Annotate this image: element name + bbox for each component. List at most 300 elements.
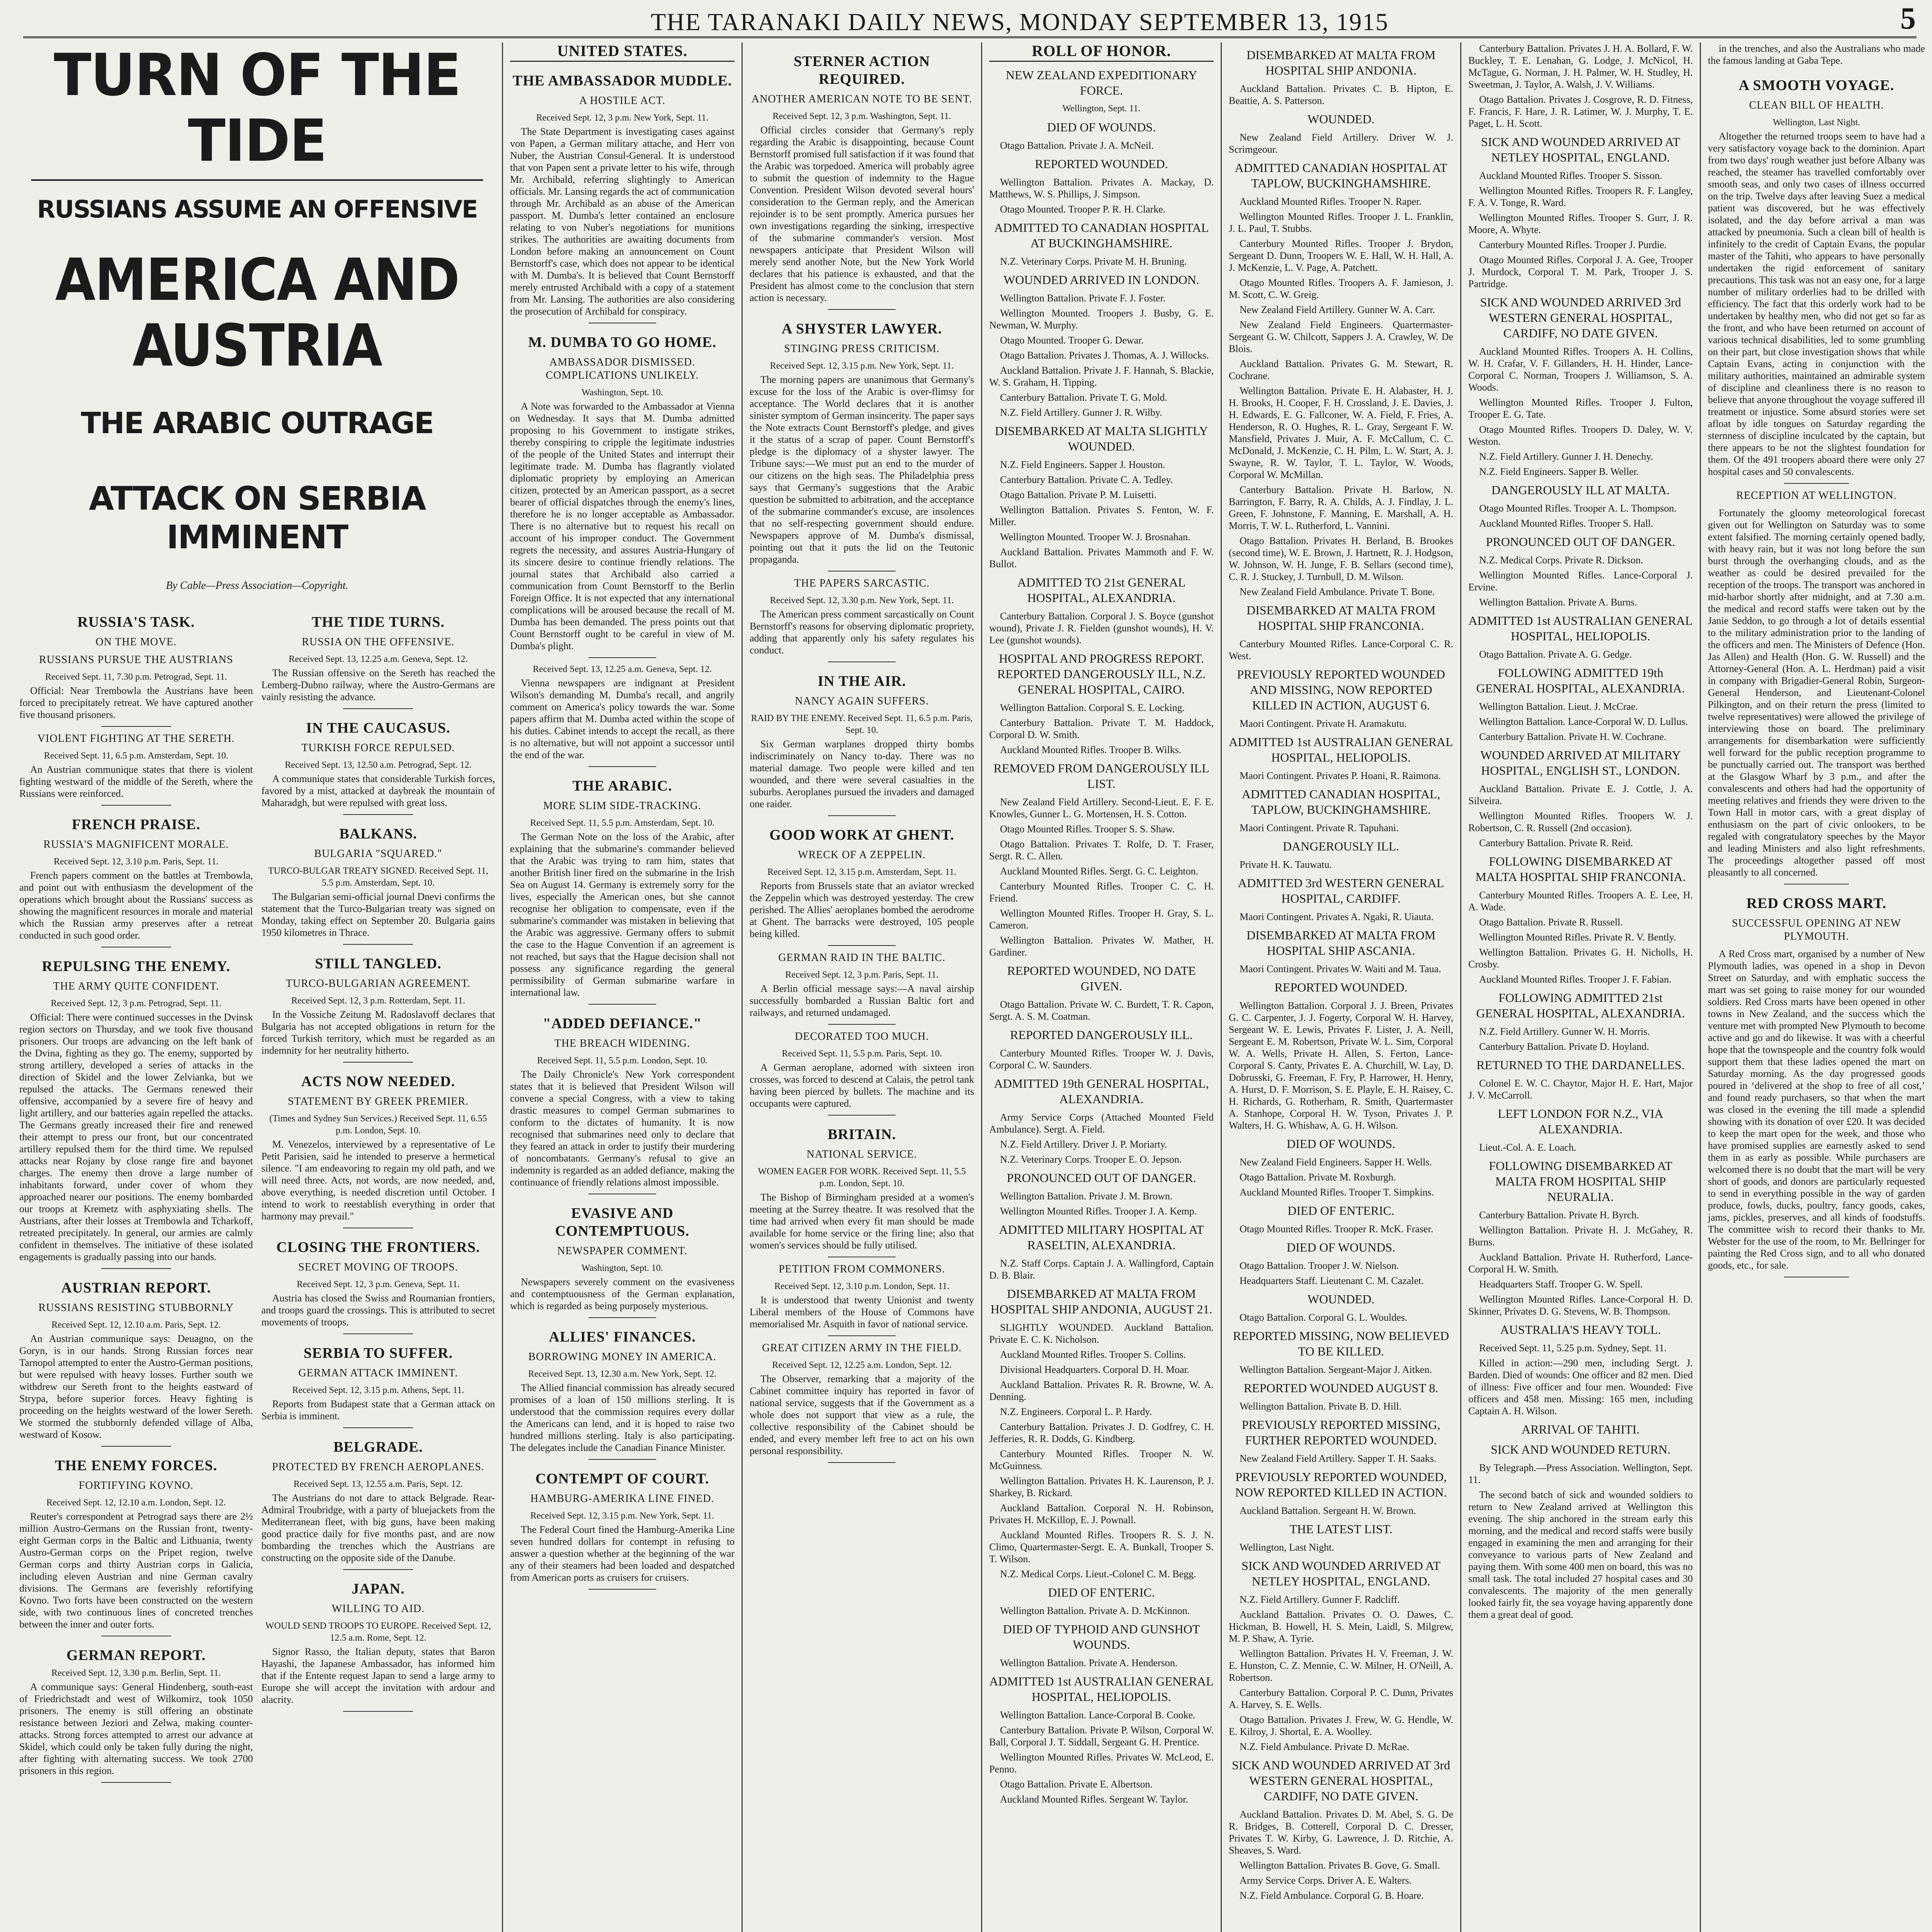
article-dateline: Received Sept. 12, 3.15 p.m. Amsterdam, Sept. 11. xyxy=(767,867,957,877)
casualty-entry: Wellington Battalion. Privates A. Mackay, D. Matthews, W. S. Phillips, J. Simpson. xyxy=(989,177,1214,200)
casualty-entry: Killed in action:—290 men, including Sergt. J. Barden. Died of wounds: One officer and 82 men. Died of illness: Five officer and four men. Wounded: Five officers and 458 men. Missing: 165 men, including Captain A. H. Wilson. xyxy=(1468,1357,1693,1417)
article-subheading: STINGING PRESS CRITICISM. xyxy=(784,343,940,355)
casualty-entry: N.Z. Field Engineers. Sapper J. Houston. xyxy=(1000,459,1165,470)
article-subheading: GERMAN ATTACK IMMINENT. xyxy=(298,1367,458,1379)
casualty-entry: Canterbury Mounted Rifles. Troopers A. E. Lee, H. A. Wade. xyxy=(1468,889,1693,913)
casualty-entry: Canterbury Battalion. Private T. M. Haddock, Corporal D. W. Smith. xyxy=(989,717,1214,740)
casualty-list-heading: REPORTED WOUNDED AUGUST 8. xyxy=(1243,1381,1439,1395)
casualty-entry: Canterbury Battalion. Private P. Wilson, Corporal W. Ball, Corporal J. T. Siddall, Sergeant G. H. Prentice. xyxy=(989,1725,1214,1748)
article-subheading: ANOTHER AMERICAN NOTE TO BE SENT. xyxy=(751,93,973,105)
casualty-entry: Wellington Battalion. Private J. M. Brown. xyxy=(1000,1190,1173,1202)
casualty-entry: Wellington Mounted Rifles. Lance-Corporal H. D. Skinner, Privates D. G. Stevens, W. B. Thompson. xyxy=(1468,1294,1693,1317)
article-subheading: BORROWING MONEY IN AMERICA. xyxy=(528,1351,716,1363)
byline: By Cable—Press Association—Copyright. xyxy=(166,580,349,592)
divider xyxy=(588,1317,656,1318)
column-5 xyxy=(1222,43,1461,1932)
article-body: A Note was forwarded to the Ambassador at Vienna on Wednesday. It says that M. Dumba admitted proposing to his Government to instigate strikes, thereby conspiring to cripple the legitimate industries of the people of the United States and interrupt their legitimate trade. M. Dumba has flagrantly violated diplomatic propriety by employing an American citizen, protected by an American passport, as a secret bearer of official dispatches through the enemy's lines, therefore he is no longer acceptable as Ambassador. There is no alternative but to request his recall on account of his improper conduct. The Government regrets the necessity, and assures Austria-Hungary of its sincere desire to continue friendly relations. The journal states that Archibald also carried a communication from Count Bernstorff to the Berlin Foreign Office. It is not expected that any international complications will be aroused because the recall of M. Dumba has been demanded. The press points out that Count Bernstorff ought to be careful in view of M. Dumba's plight. xyxy=(510,401,735,651)
casualty-entry: Headquarters Staff. Trooper G. W. Spell. xyxy=(1479,1279,1643,1290)
article-dateline: Received Sept. 12, 3 p.m. New York, Sept. 11. xyxy=(536,113,709,123)
article-body: It is understood that twenty Unionist and twenty Liberal members of the House of Commons have memorialised Mr. Asquith in favor of national service. xyxy=(750,1294,974,1330)
article-body: The Federal Court fined the Hamburg-Amerika Line seven hundred dollars for contempt in refusing to answer a question whether at the beginning of the war any of their steamers had been loaded and despatched from American ports as cruisers for cruisers. xyxy=(510,1524,735,1583)
article-subheading: GERMAN RAID IN THE BALTIC. xyxy=(778,952,946,964)
divider xyxy=(828,1115,895,1116)
divider xyxy=(101,1268,171,1269)
article-heading: SERBIA TO SUFFER. xyxy=(303,1345,453,1361)
article-subheading: STATEMENT BY GREEK PREMIER. xyxy=(287,1095,469,1107)
casualty-entry: Wellington Battalion. Privates W. Mather, H. Gardiner. xyxy=(989,935,1214,958)
article-dateline: Wellington, Last Night. xyxy=(1772,117,1861,128)
divider xyxy=(828,945,895,946)
casualty-entry: Wellington Battalion. Sergeant-Major J. Aitken. xyxy=(1240,1364,1432,1375)
article-body: Newspapers severely comment on the evasiveness and contemptuousness of the German explanation, which is regarded as being purposely mysterious. xyxy=(510,1276,735,1311)
article-body: A Berlin official message says:—A naval airship successfully bombarded a Russian Baltic fort and railways, and returned undamaged. xyxy=(750,983,974,1018)
casualty-list-heading: DISEMBARKED AT MALTA FROM HOSPITAL SHIP FRANCONIA. xyxy=(1246,603,1436,633)
column-3-body xyxy=(750,53,974,1463)
casualty-entry: Auckland Mounted Rifles. Sergeant W. Taylor. xyxy=(1000,1794,1188,1805)
article-dateline: Received Sept. 12, 12.10 a.m. London, Sept. 12. xyxy=(46,1498,226,1508)
column-5-body xyxy=(1229,47,1453,1901)
casualty-entry: Wellington Battalion. Lieut. J. McCrae. xyxy=(1479,701,1638,712)
article-dateline: RAID BY THE ENEMY. Received Sept. 11, 6.5 p.m. Paris, Sept. 10. xyxy=(751,713,973,735)
article-body: An Austrian communique says: Deuagno, on the Goryn, is in our hands. Strong Russian forces near Tarnopol attempted to enter the Austro-German positions, but were repulsed with heavy losses. Further south we withdrew our Sereth front to the heights eastward of Strypa, before superior forces. Heavy fighting is proceeding on the heights westward of the lower Sereth. We stormed the stubbornly defended village of Alba, westward of Kosow. xyxy=(19,1333,253,1440)
casualty-list-heading: DIED OF WOUNDS. xyxy=(1047,120,1156,134)
casualty-list-heading: DIED OF WOUNDS. xyxy=(1286,1240,1396,1254)
casualty-entry: Wellington Battalion. Private A. Burns. xyxy=(1479,597,1637,608)
casualty-entry: N.Z. Field Ambulance. Corporal G. B. Hoare. xyxy=(1240,1890,1424,1901)
casualty-entry: Wellington Battalion. Privates B. Gove, G. Small. xyxy=(1240,1860,1440,1871)
casualty-list-heading: DANGEROUSLY ILL. xyxy=(1282,839,1400,853)
casualty-entry: Wellington Battalion. Privates G. H. Nicholls, H. Crosby. xyxy=(1468,947,1693,970)
casualty-list-heading: REPORTED DANGEROUSLY ILL. xyxy=(1010,1028,1193,1042)
divider xyxy=(343,1711,413,1712)
article-dateline: Received Sept. 12, 3.15 p.m. Athens, Sept. 11. xyxy=(292,1385,464,1395)
column-2-body xyxy=(510,72,735,1590)
column-4-body xyxy=(989,119,1214,1805)
article-subheading: GREAT CITIZEN ARMY IN THE FIELD. xyxy=(762,1342,962,1354)
columns xyxy=(15,43,1932,1932)
casualty-entry: By Telegraph.—Press Association. Wellington, Sept. 11. xyxy=(1468,1462,1693,1485)
casualty-entry: N.Z. Medical Corps. Private R. Dickson. xyxy=(1479,554,1643,566)
article-dateline: Received Sept. 12, 3.10 p.m. London, Sept. 11. xyxy=(774,1281,950,1291)
casualty-entry: Wellington Mounted Rifles. Trooper S. Gurr, J. R. Moore, A. Whyte. xyxy=(1468,212,1693,235)
casualty-entry: Canterbury Battalion. Private T. G. Mold. xyxy=(1000,392,1168,403)
casualty-entry: Otago Battalion. Private E. Albertson. xyxy=(1000,1779,1153,1790)
article-dateline: TURCO-BULGAR TREATY SIGNED. Received Sept. 11, 5.5 p.m. Amsterdam, Sept. 10. xyxy=(268,866,488,888)
article-dateline: Received Sept. 12, 3 p.m. Petrograd, Sept. 11. xyxy=(51,998,222,1009)
casualty-entry: Canterbury Battalion. Private H. Barlow, N. Barrington, F. Barry, R. A. Childs, A. J. Findlay, J. L. Green, F. Johnstone, F. Manning, E. Marshall, A. H. Morris, T. W. L. Rutherford, L. Vannini. xyxy=(1229,484,1453,531)
divider xyxy=(828,1024,895,1025)
casualty-entry: Otago Battalion. Private J. A. McNeil. xyxy=(1000,140,1154,151)
article-dateline: Received Sept. 13, 12.55 a.m. Paris, Sept. 12. xyxy=(293,1479,463,1489)
casualty-list-heading: RETURNED TO THE DARDANELLES. xyxy=(1476,1058,1685,1072)
casualty-list-heading: DIED OF ENTERIC. xyxy=(1287,1204,1395,1218)
casualty-entry: N.Z. Field Artillery. Gunner W. H. Morris. xyxy=(1479,1026,1650,1037)
casualty-entry: New Zealand Field Artillery. Driver W. J. Scrimgeour. xyxy=(1229,132,1453,155)
article-heading: EVASIVE AND CONTEMPTUOUS. xyxy=(555,1205,690,1239)
casualty-entry: Canterbury Battalion. Private H. Byrch. xyxy=(1479,1209,1639,1221)
article-heading: CONTEMPT OF COURT. xyxy=(535,1471,709,1487)
article-subheading: THE PAPERS SARCASTIC. xyxy=(794,577,930,589)
article-body: Altogether the returned troops seem to have had a very satisfactory voyage back to the dominion. Apart from two days' rough weather just before Albany was reached, the steamer has travelled comfortably over smooth seas, and only two cases of illness occurred on the trip. Twelve days after leaving Suez a medical patient was discovered, but he was effectively isolated, and the day before arrival a man was attacked by pneumonia. Such a clean bill of health is infinitely to the credit of Captain Evans, the popular master of the Tahiti, who appears to have personally undertaken the rigid enforcement of sanitary precautions. This task was not an easy one, for a large number of military orderlies had to be drilled with efficiency. The fact that this orderly work had to be undertaken by healthy men, who did not get so far as the front, and who have been returned on account of various technical disabilities, led to some grumbling on their part, but close investigation shows that while Captain Evans, acting in conjunction with the military authorities, maintained an admirable system of discipline and cleanliness there is no reason to believe that anyone throughout the voyage suffered ill treatment or injustice. Some absurd stories were set afloat by idle tongues on Saturday regarding the sternness of discipline inculcated by the captain, but there appears to be not the slightest foundation for them. Of the 491 troopers aboard there were only 27 hospital cases and 50 convalescents. xyxy=(1708,131,1925,477)
casualty-entry: Auckland Battalion. Sergeant H. W. Brown. xyxy=(1240,1505,1416,1516)
casualty-list-heading: THE LATEST LIST. xyxy=(1289,1522,1393,1536)
casualty-entry: N.Z. Field Engineers. Sapper B. Weller. xyxy=(1479,466,1639,477)
casualty-entry: Maori Contingent. Privates P. Hoani, R. Raimona. xyxy=(1240,770,1441,781)
casualty-entry: Canterbury Mounted Rifles. Trooper J. Brydon, Sergeant D. Dunn, Troopers W. E. Hall, W. H. Hall, A. J. McKenzie, L. V. Page, A. Patchett. xyxy=(1229,238,1453,273)
article-dateline: Received Sept. 11, 5.5 p.m. London, Sept. 10. xyxy=(537,1056,708,1066)
casualty-list-heading: ADMITTED 3rd WESTERN GENERAL HOSPITAL, CARDIFF. xyxy=(1238,876,1444,905)
casualty-list-heading: WOUNDED ARRIVED IN LONDON. xyxy=(1003,273,1199,287)
masthead xyxy=(23,4,1917,38)
article-body: The morning papers are unanimous that Germany's excuse for the loss of the Arabic is over-flimsy for acceptance. The World declares that it is another sinister symptom of German insincerity. The paper says the Note extracts Count Bernstorff's pledge, and gives it the status of a scrap of paper. Count Bernstorff's pledge is the diplomacy of a shyster lawyer. The Tribune says:—We must put an end to the murder of our citizens on the high seas. The Philadelphia press says that Germany's suggestions that the Arabic question be submitted to arbitration, and the acceptance of the submarine commander's excuse, are insolences that no self-respecting government should endure. Newspapers approve of M. Dumba's dismissal, pointing out that it puts the lid on the Teutonic propaganda. xyxy=(750,374,974,565)
casualty-entry: New Zealand Field Engineers. Quartermaster-Sergeant G. W. Chilcott, Sappers J. A. Crawley, W. De Blois. xyxy=(1229,319,1453,354)
article-subheading: A HOSTILE ACT. xyxy=(579,95,665,107)
article-subheading: MORE SLIM SIDE-TRACKING. xyxy=(543,800,701,812)
casualty-entry: Otago Mounted. Trooper G. Dewar. xyxy=(1000,335,1144,346)
casualty-entry: Otago Mounted Rifles. Troopers D. Daley, W. V. Weston. xyxy=(1468,424,1693,447)
divider xyxy=(828,1462,895,1463)
casualty-list-heading: SICK AND WOUNDED ARRIVED AT NETLEY HOSPITAL, ENGLAND. xyxy=(1242,1559,1440,1588)
casualty-entry: Auckland Battalion. Privates C. B. Hipton, E. Beattie, A. S. Patterson. xyxy=(1229,83,1453,106)
article-heading: GERMAN REPORT. xyxy=(66,1647,206,1663)
article-body: Official circles consider that Germany's reply regarding the Arabic is disappointing, because Count Bernstorff promised full satisfaction if it was found that the Arabic was torpedoed. America will probably agree to submit the question of indemnity to the Hague Convention. President Wilson devoted several hours' consideration to the German reply, and the American rejoinder is to be sent promptly. America pursues her own investigations regarding the sinking, irrespective of the submarine commander's version. Most newspapers anticipate that President Wilson will merely send another Note, but the New York World declares that his patience is exhausted, and that the President has almost come to the conclusion that stern action is necessary. xyxy=(750,124,974,303)
casualty-list-heading: ADMITTED 1st AUSTRALIAN GENERAL HOSPITAL, HELIOPOLIS. xyxy=(1229,735,1453,764)
article-subheading: THE ARMY QUITE CONFIDENT. xyxy=(53,980,219,992)
article-body: Reports from Budapest state that a German attack on Serbia is imminent. xyxy=(261,1398,495,1422)
casualty-entry: Canterbury Mounted Rifles. Trooper J. Purdie. xyxy=(1479,239,1667,250)
casualty-entry: Auckland Mounted Rifles. Trooper S. Sisson. xyxy=(1479,170,1662,181)
casualty-list-heading: REPORTED WOUNDED. xyxy=(1274,980,1408,994)
article-body: The Daily Chronicle's New York correspondent states that it is believed that President Wilson will convene a special Congress, with a view to taking drastic measures to compel German submarines to conform to the dictates of humanity. It is now recognised that submarines need only to declare that they feared an attack in order to justify their murdering of noncombatants. Germany's refusal to give an indemnity is regarded as an added defiance, making the continuance of friendly relations almost impossible. xyxy=(510,1069,735,1188)
casualty-entry: Auckland Battalion. Privates Mammoth and F. W. Bullot. xyxy=(989,546,1214,570)
article-dateline: Received Sept. 12, 3 p.m. Rotterdam, Sept. 11. xyxy=(291,996,465,1006)
article-dateline: WOULD SEND TROOPS TO EUROPE. Received Sept. 12, 12.5 a.m. Rome, Sept. 12. xyxy=(265,1621,491,1643)
article-body: Reports from Brussels state that an aviator wrecked the Zeppelin which was destroyed yesterday. The crew perished. The Allies' aeroplanes bombed the aerodrome at Ghent. The barracks were destroyed, 105 people being killed. xyxy=(750,880,974,939)
roll-intro: NEW ZEALAND EXPEDITIONARY FORCE. xyxy=(1005,68,1197,97)
casualty-entry: Wellington Mounted Rifles. Troopers W. J. Robertson, C. R. Russell (2nd occasion). xyxy=(1468,810,1693,833)
casualty-entry: Otago Battalion. Privates J. Frew, W. G. Hendle, W. E. Kilroy, J. Shortal, E. A. Woolley. xyxy=(1229,1714,1453,1737)
casualty-entry: Wellington Mounted Rifles. Trooper J. A. Kemp. xyxy=(1000,1206,1197,1217)
divider xyxy=(828,815,895,816)
casualty-list-heading: WOUNDED. xyxy=(1307,1292,1375,1306)
casualty-entry: Canterbury Mounted Rifles. Trooper N. W. McGuinness. xyxy=(989,1448,1214,1471)
casualty-list-heading: WOUNDED. xyxy=(1307,112,1375,126)
casualty-list-heading: SICK AND WOUNDED ARRIVED 3rd WESTERN GENERAL HOSPITAL, CARDIFF, NO DATE GIVEN. xyxy=(1480,295,1681,340)
article-subheading: TURKISH FORCE REPULSED. xyxy=(301,742,455,754)
casualty-entry: N.Z. Field Artillery. Gunner F. Radcliff. xyxy=(1240,1594,1400,1605)
article-heading: RUSSIA'S TASK. xyxy=(77,614,195,630)
article-body: A German aeroplane, adorned with sixteen iron crosses, was forced to descend at Calais, the petrol tank having been pierced by bullets. The machine and its occupants were captured. xyxy=(750,1062,974,1109)
divider xyxy=(343,1333,413,1334)
united-states-title: UNITED STATES. xyxy=(510,43,735,62)
casualty-list-heading: ADMITTED 19th GENERAL HOSPITAL, ALEXANDRIA. xyxy=(994,1077,1209,1106)
casualty-list-heading: DISEMBARKED AT MALTA FROM HOSPITAL SHIP ASCANIA. xyxy=(1246,928,1436,957)
casualty-entry: Wellington Battalion. Privates H. K. Laurenson, P. J. Sharkey, B. Rickard. xyxy=(989,1475,1214,1498)
casualty-entry: Otago Battalion. Private R. Russell. xyxy=(1479,917,1623,928)
column-7-body xyxy=(1708,77,1925,1277)
casualty-list-heading: ADMITTED TO CANADIAN HOSPITAL AT BUCKINGHAMSHIRE. xyxy=(994,221,1209,250)
casualty-entry: Auckland Battalion. Private H. Rutherford, Lance-Corporal H. W. Smith. xyxy=(1468,1252,1693,1275)
article-heading: IN THE CAUCASUS. xyxy=(306,720,451,736)
article-dateline: Received Sept. 12, 3.10 p.m. Paris, Sept. 11. xyxy=(54,857,219,867)
divider xyxy=(343,708,413,709)
article-body: French papers comment on the battles at Trembowla, and point out with enthusiasm the development of the operations which brought about the Russians' success as showing the magnificent resources in morale and material which the Russian army preserves after a retreat conducted in such good order. xyxy=(19,870,253,941)
casualty-entry: Divisional Headquarters. Corporal D. H. Moar. xyxy=(1000,1364,1190,1375)
column-1-left xyxy=(19,603,253,1788)
casualty-list-heading: REMOVED FROM DANGEROUSLY ILL LIST. xyxy=(993,761,1209,791)
article-subheading: WRECK OF A ZEPPELIN. xyxy=(798,849,926,861)
casualty-list-heading: SICK AND WOUNDED ARRIVED AT NETLEY HOSPITAL, ENGLAND. xyxy=(1481,135,1680,164)
casualty-entry: Auckland Mounted Rifles. Sergt. G. C. Leighton. xyxy=(1000,866,1198,877)
casualty-entry: Wellington Battalion. Private H. J. McGahey, R. Burns. xyxy=(1468,1225,1693,1248)
article-heading: "ADDED DEFIANCE." xyxy=(543,1015,702,1032)
casualty-entry: Auckland Mounted Rifles. Trooper J. F. Fabian. xyxy=(1479,974,1672,985)
article-heading: BALKANS. xyxy=(339,826,417,842)
casualty-entry: Maori Contingent. Privates W. Waiti and M. Taua. xyxy=(1240,963,1441,975)
casualty-entry: Wellington Battalion. Private E. H. Alabaster, H. J. H. Brooks, H. Cooper, F. H. Crossland, J. E. Davies, J. H. Edwards, E. G. Fallconer, W. A. Field, F. Fries, A. Henderson, R. O. Hughes, R. L. Gray, Sergeant F. W. Mansfield, Privates J. Muir, A. F. McCallum, C. C. McDonald, J. McKenzie, C. H. Pilm, L. W. Start, A. J. Swayne, R. W. Taylor, T. L. Taylor, W. Woods, Corporal W. McMillan. xyxy=(1229,385,1453,480)
article-body: The Austrians do not dare to attack Belgrade. Rear-Admiral Troubridge, with a party of bluejackets from the Mediterranean fleet, with big guns, have been making good practice daily for five months past, and are now bombarding the trenches which the Austrians are constructing on the opposite side of the Danube. xyxy=(261,1492,495,1563)
article-dateline: Received Sept. 13, 12.30 a.m. New York, Sept. 12. xyxy=(528,1369,717,1379)
article-subheading: NEWSPAPER COMMENT. xyxy=(557,1245,687,1257)
article-subheading: PETITION FROM COMMONERS. xyxy=(779,1263,945,1275)
article-body: A communique says: General Hindenberg, south-east of Friedrichstadt and west of Wilkomirz, took 1050 prisoners. The enemy is still offering an obstinate resistance between Jeziori and Zelwa, making counter-attacks. Strong forces attempted to arrest our advance at Skidel, which could only be taken fully during the night, after fighting with alternating success. We took 2700 prisoners in this region. xyxy=(19,1681,253,1776)
divider xyxy=(588,1004,656,1005)
column-1-right xyxy=(262,603,495,1788)
casualty-entry: Wellington Mounted Rifles. Troopers R. F. Langley, F. A. V. Tonge, R. Ward. xyxy=(1468,185,1693,208)
article-subheading: TURCO-BULGARIAN AGREEMENT. xyxy=(286,978,471,990)
casualty-entry: Wellington Battalion. Lance-Corporal B. Cooke. xyxy=(1000,1709,1196,1721)
article-subheading: CLEAN BILL OF HEALTH. xyxy=(1749,99,1884,111)
article-body: Official: There were continued successes in the Dvinsk region sectors on Thursday, and we took five thousand prisoners. Our troops are advancing on the left bank of the Dvina, fighting as they go. The enemy, supported by strong artillery, developed a series of attacks in the direction of Skidel and the lower Zelvianka, but we repulsed the attacks. The Germans renewed their offensive, accompanied by a severe fire of heavy and light artillery, and our batteries again repelled the attacks. The Germans greatly increased their fire and renewed their attempt to press our front, but our concentrated artillery repulsed them for the third time. We repulsed attacks near Rojany by close range fire and bayonet charges. The enemy then drove a large number of inhabitants forward, under cover of whom they approached nearer our positions. The enemy bombarded our troops at Kremetz with asphyxiating shells. The Austrians, after their losses at Trembowla and Tcharkoff, retreated precipitately. In general, our armies are calmly confident in themselves. The initiative of these isolated engagements is gradually passing into our hands. xyxy=(19,1012,253,1262)
article-body: The Allied financial commission has already secured promises of a loan of 150 millions sterling. It is understood that the commission requires every dollar the Americans can lend, and it is hoped to raise two hundred millions sterling. Italy is also participating. The delegates include the Canadian Finance Minister. xyxy=(510,1382,735,1453)
article-dateline: Received Sept. 13, 12.50 a.m. Petrograd, Sept. 12. xyxy=(285,760,472,770)
casualty-list-heading: AUSTRALIA'S HEAVY TOLL. xyxy=(1500,1323,1661,1337)
casualty-entry: New Zealand Field Artillery. Sapper T. H. Saaks. xyxy=(1240,1453,1437,1464)
casualty-list-heading: SICK AND WOUNDED ARRIVED AT 3rd WESTERN GENERAL HOSPITAL, CARDIFF, NO DATE GIVEN. xyxy=(1231,1758,1451,1803)
casualty-entry: Canterbury Battalion. Private R. Reid. xyxy=(1479,837,1633,849)
article-subheading: SUCCESSFUL OPENING AT NEW PLYMOUTH. xyxy=(1731,917,1901,942)
casualty-entry: Canterbury Mounted Rifles. Trooper C. C. H. Friend. xyxy=(989,881,1214,904)
casualty-entry: Army Service Corps (Attached Mounted Field Ambulance). Sergt. A. Field. xyxy=(989,1112,1214,1135)
casualty-entry: N.Z. Field Artillery. Driver J. P. Moriarty. xyxy=(1000,1139,1167,1150)
casualty-entry: Canterbury Mounted Rifles. Trooper W. J. Davis, Corporal C. W. Saunders. xyxy=(989,1048,1214,1071)
casualty-list-heading: ADMITTED TO 21st GENERAL HOSPITAL, ALEXANDRIA. xyxy=(1017,575,1186,605)
divider xyxy=(343,1427,413,1428)
casualty-entry: New Zealand Field Ambulance. Private T. Bone. xyxy=(1240,586,1435,597)
casualty-entry: Auckland Battalion. Private E. J. Cottle, J. A. Silveira. xyxy=(1468,783,1693,806)
casualty-entry: Otago Mounted. Trooper P. R. H. Clarke. xyxy=(1000,204,1166,215)
article-body: Six German warplanes dropped thirty bombs indiscriminately on Nancy to-day. There was no material damage. Two people were killed and ten wounded, and there were several casualties in the suburbs. Aeroplanes pursued the invaders and damaged one raider. xyxy=(750,738,974,810)
article-heading: AUSTRIAN REPORT. xyxy=(61,1280,211,1296)
column-6-body xyxy=(1468,43,1693,1621)
article-heading: REPULSING THE ENEMY. xyxy=(42,958,231,975)
casualty-entry: Maori Contingent. Private R. Tapuhani. xyxy=(1240,822,1399,833)
article-dateline: Received Sept. 12, 12.10 a.m. Paris, Sept. 12. xyxy=(51,1320,221,1330)
article-heading: BELGRADE. xyxy=(333,1439,423,1455)
article-subheading: NANCY AGAIN SUFFERS. xyxy=(795,695,929,707)
divider xyxy=(828,309,895,310)
casualty-entry: Wellington Battalion. Corporal J. J. Breen, Privates G. C. Carpenter, J. J. Fogerty, Corporal W. H. Harvey, Sergeant W. E. Lewis, Privates F. Lister, J. A. Neill, Sergeant E. M. Robertson, Private W. L. Sim, Corporal W. A. Wells, Private H. Allen, S. Ferton, Lance-Corporal S. Canty, Privates E. A. Churchill, W. Lay, D. Dobrusski, G. Freeman, F. Fry, P. Harrower, H. Henry, A. Hurst, D. F. Morrison, S. E. Playle, E. H. Raisey, C. H. Richards, G. Rotherham, R. Smith, Quartermaster A. Stanhope, Corporal H. W. Tyson, Privates J. P. Walters, H. G. Whishaw, A. G. H. Wilson. xyxy=(1229,1000,1453,1131)
casualty-entry: Auckland Mounted Rifles. Trooper S. Hall. xyxy=(1479,518,1653,529)
article-body: A Red Cross mart, organised by a number of New Plymouth ladies, was opened in a shop in Devon Street on Saturday, and with emphatic success the mart was set going to raise money for our wounded soldiers. Red Cross marts have been opened in other towns in New Zealand, and the success which the venture met with prompted New Plymouth to become active and go and do likewise. It was with a cheerful hope that the townspeople and the country folk would support them that these ladies opened the mart on Saturday morning. As the day progressed goods poured in ‘delivered at the shop to free of all cost,’ and found ready purchasers, so that when the mart was closed in the evening the till made a splendid showing with its donation of over £20. It was decided to keep the mart open for the week, and those who have promised supplies are earnestly asked to send them in as early as possible. While purchasers are welcomed there is no doubt that the mart will be very short of goods, and donors are particularly requested to send in everything possible in the way of garden produce, fowls, ducks, poultry, fancy goods, cakes, jams, pickles, preserves, and all kinds of foodstuffs. The committee wish to record their thanks to Mr. Webster for the use of the room, to Mr. Bellringer for painting the Red Cross sign, and to all who donated goods, etc., for sale. xyxy=(1708,948,1925,1271)
casualty-entry: Wellington Mounted Rifles. Private R. V. Bently. xyxy=(1479,932,1676,943)
casualty-entry: N.Z. Field Artillery. Gunner J. R. Wilby. xyxy=(1000,407,1162,418)
casualty-entry: Canterbury Battalion. Corporal J. S. Boyce (gunshot wound), Private J. R. Fielden (gunshot wounds), H. V. Lee (gunshot wounds). xyxy=(989,611,1214,646)
article-body: The American press comment sarcastically on Count Bernstorff's reasons for observing diplomatic propriety, adding that apparently only his safety regulates his conduct. xyxy=(750,609,974,656)
article-subheading: PROTECTED BY FRENCH AEROPLANES. xyxy=(272,1461,485,1473)
column-3 xyxy=(743,43,982,1932)
divider xyxy=(343,944,413,945)
casualty-entry: Wellington Mounted Rifles. Trooper J. L. Franklin, J. L. Paul, T. Stubbs. xyxy=(1229,211,1453,234)
article-body: Signor Rasso, the Italian deputy, states that Baron Hayashi, the Japanese Ambassador, has informed him that if the Entente request Japan to send a large army to Europe she will accept the invitation with ardour and alacrity. xyxy=(261,1646,495,1705)
article-body: An Austrian communique states that there is violent fighting westward of the middle of the Sereth, where the Russians were reinforced. xyxy=(19,764,253,799)
casualty-entry: Wellington Mounted. Trooper W. J. Brosnahan. xyxy=(1000,531,1190,543)
divider xyxy=(588,1459,656,1460)
article-heading: CLOSING THE FRONTIERS. xyxy=(276,1239,480,1255)
casualty-entry: Wellington Battalion. Private B. D. Hill. xyxy=(1240,1401,1401,1412)
casualty-entry: Auckland Mounted Rifles. Troopers A. H. Collins, W. H. Crafar, V. F. Gillanders, H. H. Hinder, Lance-Corporal C. Norman, Troopers J. Williamson, S. A. Woods. xyxy=(1468,346,1693,393)
casualty-entry: Wellington Battalion. Privates H. V. Freeman, J. W. E. Hunston, C. Z. Mennie, C. W. Milner, H. O'Neill, A. Robertson. xyxy=(1229,1648,1453,1683)
casualty-list-heading: FOLLOWING DISEMBARKED AT MALTA HOSPITAL SHIP FRANCONIA. xyxy=(1475,854,1686,884)
casualty-entry: Wellington, Last Night. xyxy=(1240,1542,1334,1553)
casualty-entry: Private H. K. Tauwatu. xyxy=(1240,859,1332,870)
divider xyxy=(343,1569,413,1570)
casualty-entry: N.Z. Staff Corps. Captain J. A. Wallingford, Captain D. B. Blair. xyxy=(989,1258,1214,1281)
article-dateline: WOMEN EAGER FOR WORK. Received Sept. 11, 5.5 p.m. London, Sept. 10. xyxy=(758,1167,966,1189)
article-dateline: Received Sept. 13, 12.25 a.m. Geneva, Sept. 12. xyxy=(289,654,468,664)
casualty-entry: Otago Mounted Rifles. Trooper R. McK. Fraser. xyxy=(1240,1223,1434,1235)
column-1 xyxy=(15,43,503,1932)
article-body: Reuter's correspondent at Petrograd says there are 2½ million Austro-Germans on the Russian front, twenty-eight German corps in the Baltic and Lithuania, twenty Austro-German corps on the Pripet region, twelve German corps and thirty Austrian corps in Galicia, including eleven Austrian and nine German cavalry divisions. The Germans are feverishly refortifying Kovno. Two forts have been constructed on the western side, with two continuous lines of concreted trenches between the inner and outer forts. xyxy=(19,1511,253,1630)
casualty-entry: Auckland Mounted Rifles. Trooper B. Wilks. xyxy=(1000,744,1182,755)
article-heading: GOOD WORK AT GHENT. xyxy=(769,827,954,843)
page-number: 5 xyxy=(1900,2,1917,36)
casualty-list-heading: FOLLOWING ADMITTED 19th GENERAL HOSPITAL, ALEXANDRIA. xyxy=(1476,666,1685,695)
divider xyxy=(343,1062,413,1063)
article-subheading: HAMBURG-AMERIKA LINE FINED. xyxy=(530,1493,714,1505)
casualty-list-heading: PRONOUNCED OUT OF DANGER. xyxy=(1486,535,1675,549)
casualty-entry: Canterbury Battalion. Privates J. D. Godfrey, C. H. Jefferies, R. R. Dodds, G. Kindberg. xyxy=(989,1421,1214,1444)
casualty-entry: Wellington Battalion. Private F. J. Foster. xyxy=(1000,293,1166,304)
headline-arabic-outrage: THE ARABIC OUTRAGE xyxy=(81,406,434,440)
casualty-entry: SLIGHTLY WOUNDED. Auckland Battalion. Private E. C. K. Nicholson. xyxy=(989,1322,1214,1345)
article-heading: JAPAN. xyxy=(352,1581,405,1597)
casualty-entry: Canterbury Battalion. Private D. Hoyland. xyxy=(1479,1041,1649,1052)
casualty-entry: Wellington Mounted Rifles. Privates W. McLeod, E. Penno. xyxy=(989,1752,1214,1775)
casualty-entry: N.Z. Medical Corps. Lieut.-Colonel C. M. Begg. xyxy=(1000,1568,1196,1580)
casualty-list-heading: DISEMBARKED AT MALTA FROM HOSPITAL SHIP ANDONIA, AUGUST 21. xyxy=(990,1287,1213,1316)
casualty-entry: Auckland Mounted Rifles. Troopers R. S. J. N. Climo, Quartermaster-Sergt. E. A. Bunkall, Trooper S. T. Wilson. xyxy=(989,1529,1214,1565)
casualty-list-heading: HOSPITAL AND PROGRESS REPORT. REPORTED DANGEROUSLY ILL, N.Z. GENERAL HOSPITAL, CAIRO. xyxy=(997,651,1206,696)
casualty-entry: Wellington Battalion. Privates S. Fenton, W. F. Miller. xyxy=(989,504,1214,527)
article-heading: FRENCH PRAISE. xyxy=(71,816,201,833)
casualty-list-heading: ADMITTED MILITARY HOSPITAL AT RASELTIN, ALEXANDRIA. xyxy=(999,1223,1204,1252)
headline-serbia-attack: ATTACK ON SERBIA IMMINENT xyxy=(88,480,426,556)
casualty-list-heading: DIED OF TYPHOID AND GUNSHOT WOUNDS. xyxy=(1003,1622,1200,1651)
article-subheading: ON THE MOVE. xyxy=(95,636,177,648)
casualty-list-heading: DISEMBARKED AT MALTA FROM HOSPITAL SHIP ANDONIA. xyxy=(1246,48,1436,77)
casualty-entry: Wellington Battalion. Private A. D. McKinnon. xyxy=(1000,1605,1190,1616)
article-heading: BRITAIN. xyxy=(827,1126,896,1143)
article-body: A communique states that considerable Turkish forces, favored by a mist, attacked at daybreak the mountain of Maharadgh, but were repulsed with great loss. xyxy=(261,773,495,808)
article-heading: A SMOOTH VOYAGE. xyxy=(1738,77,1895,94)
casualty-entry: Otago Mounted Rifles. Trooper S. S. Shaw. xyxy=(1000,823,1175,835)
article-body: The Observer, remarking that a majority of the Cabinet committee inquiry has reported in favor of national service, suggests that if the Government as a whole does not support that view as a rule, the collective responsibility of the Cabinet should be ended, and every member left free to act on his own personal responsibility. xyxy=(750,1373,974,1456)
article-heading: STILL TANGLED. xyxy=(315,956,442,972)
article-subheading: THE BREACH WIDENING. xyxy=(554,1037,690,1049)
casualty-entry: Wellington Mounted. Troopers J. Busby, G. E. Newman, W. Murphy. xyxy=(989,308,1214,331)
article-dateline: Washington, Sept. 10. xyxy=(582,388,663,398)
article-subheading: VIOLENT FIGHTING AT THE SERETH. xyxy=(37,733,235,745)
casualty-entry: Auckland Battalion. Privates D. M. Abel, S. G. De R. Bridges, B. Cotterell, Corporal D. C. Dresser, Privates T. W. Kirby, G. Lawrence, J. D. Ritchie, A. Sheaves, S. Ward. xyxy=(1229,1809,1453,1856)
article-heading: THE ARABIC. xyxy=(572,778,672,794)
casualty-list-heading: LEFT LONDON FOR N.Z., VIA ALEXANDRIA. xyxy=(1498,1107,1663,1136)
article-dateline: Washington, Sept. 10. xyxy=(582,1263,663,1273)
divider xyxy=(588,1589,656,1590)
divider xyxy=(101,805,171,806)
casualty-list-heading: ADMITTED 1st AUSTRALIAN GENERAL HOSPITAL, HELIOPOLIS. xyxy=(989,1674,1214,1704)
casualty-list-heading: PREVIOUSLY REPORTED WOUNDED AND MISSING, NOW REPORTED KILLED IN ACTION, AUGUST 6. xyxy=(1237,667,1445,712)
divider xyxy=(101,1782,171,1783)
column-1-subcolumns xyxy=(19,603,495,1788)
article-heading: ALLIES' FINANCES. xyxy=(549,1329,696,1345)
casualty-list-heading: FOLLOWING ADMITTED 21st GENERAL HOSPITAL, ALEXANDRIA. xyxy=(1476,991,1685,1020)
casualty-entry: Auckland Battalion. Corporal N. H. Robinson, Privates H. McKillop, E. J. Pownall. xyxy=(989,1502,1214,1526)
article-dateline: Received Sept. 12, 3 p.m. Geneva, Sept. 11. xyxy=(296,1279,460,1289)
article-subheading: RECEPTION AT WELLINGTON. xyxy=(1736,490,1897,502)
divider xyxy=(588,657,656,658)
casualty-entry: Auckland Battalion. Privates O. O. Dawes, C. Hickman, B. Howell, H. S. Mein, Laidl, S. Milgrew, M. P. Shaw, A. Tyrie. xyxy=(1229,1609,1453,1644)
casualty-list-heading: REPORTED MISSING, NOW BELIEVED TO BE KILLED. xyxy=(1233,1329,1449,1358)
casualty-entry: Canterbury Battalion. Private C. A. Tedley. xyxy=(1000,474,1173,485)
casualty-entry: Received Sept. 11, 5.25 p.m. Sydney, Sept. 11. xyxy=(1479,1342,1667,1354)
casualty-list-heading: ARRIVAL OF TAHITI. xyxy=(1521,1422,1640,1436)
column-6 xyxy=(1461,43,1701,1932)
divider xyxy=(101,1446,171,1447)
article-dateline: Received Sept. 12, 3.15 p.m. New York, Sept. 11. xyxy=(530,1511,714,1521)
casualty-entry: Wellington Battalion. Lance-Corporal W. D. Lullus. xyxy=(1479,716,1688,727)
article-subheading: RUSSIA'S MAGNIFICENT MORALE. xyxy=(43,838,229,850)
casualty-entry: Otago Battalion. Privates T. Rolfe, D. T. Fraser, Sergt. R. C. Allen. xyxy=(989,838,1214,862)
headline-america-austria: AMERICA AND AUSTRIA xyxy=(55,247,459,379)
casualty-entry: Headquarters Staff. Lieutenant C. M. Cazalet. xyxy=(1240,1275,1424,1286)
casualty-entry: New Zealand Field Engineers. Sapper H. Wells. xyxy=(1240,1156,1432,1168)
casualty-list-heading: ADMITTED CANADIAN HOSPITAL AT TAPLOW, BUCKINGHAMSHIRE. xyxy=(1235,161,1447,190)
casualty-entry: Army Service Corps. Driver A. E. Walters. xyxy=(1240,1875,1412,1886)
casualty-list-heading: ADMITTED CANADIAN HOSPITAL, TAPLOW, BUCKINGHAMSHIRE. xyxy=(1242,787,1440,816)
article-body: The Bishop of Birmingham presided at a women's meeting at the Surrey theatre. It was resolved that the time had arrived when every fit man should be made available for home service or the firing line; also that women's services should be fully utilised. xyxy=(750,1192,974,1251)
article-subheading: AMBASSADOR DISMISSED. COMPLICATIONS UNLIKELY. xyxy=(546,356,699,381)
casualty-entry: Otago Mounted Rifles. Corporal J. A. Gee, Trooper J. Murdock, Corporal T. M. Park, Trooper J. S. Partridge. xyxy=(1468,254,1693,289)
article-body: M. Venezelos, interviewed by a representative of Le Petit Parisien, said he intended to preserve a hermetical silence. "I am endeavoring to regain my old path, and we will need three. Acts, not words, are now needed, and, above everything, is needed discretion until October. I intend to work to reestablish everything in order that harmony may prevail." xyxy=(261,1139,495,1222)
casualty-list-heading: FOLLOWING DISEMBARKED AT MALTA FROM HOSPITAL SHIP NEURALIA. xyxy=(1489,1159,1672,1204)
article-dateline: Received Sept. 11, 6.5 p.m. Amsterdam, Sept. 10. xyxy=(44,751,228,761)
casualty-entry: Lieut.-Col. A. E. Loach. xyxy=(1479,1142,1577,1153)
casualty-entry: Wellington Mounted Rifles. Lance-Corporal J. Ervine. xyxy=(1468,570,1693,593)
casualty-entry: Maori Contingent. Private H. Aramakutu. xyxy=(1240,718,1407,729)
casualty-list-heading: DISEMBARKED AT MALTA SLIGHTLY WOUNDED. xyxy=(995,424,1208,453)
casualty-list-heading: PRONOUNCED OUT OF DANGER. xyxy=(1007,1171,1196,1185)
divider xyxy=(1784,483,1849,484)
article-dateline: Received Sept. 12, 3 p.m. Paris, Sept. 11. xyxy=(785,970,939,980)
divider xyxy=(828,1335,895,1336)
article-dateline: Received Sept. 11, 7.30 p.m. Petrograd, Sept. 11. xyxy=(45,672,227,682)
article-body: The State Department is investigating cases against von Papen, a German military attache, and Herr von Nuber, the Austrian Consul-General. It is understood that von Papen sent a private letter to his wife, through Mr. Archibald, referring slightingly to American officials. Mr. Lansing regards the act of communication through Mr. Archibald as an abuse of the American passport. M. Dumba's letter contained an enclosure relating to von Nuber's negotiations for munitions strikes. The authorities are awaiting documents from London before making an announcement on Count Bernstorff's case, which does not appear to be identical with M. Dumba's. It is believed that Count Bernstorff merely entrusted Archibald with a copy of a statement from Mr. Lansing. The authorities are also considering the prosecution of Archibald for conspiracy. xyxy=(510,126,735,317)
casualty-entry: Otago Battalion. Private M. Roxburgh. xyxy=(1240,1172,1396,1183)
article-heading: RED CROSS MART. xyxy=(1746,895,1887,912)
casualty-entry: Otago Battalion. Privates J. Thomas, A. J. Willocks. xyxy=(1000,350,1209,361)
casualty-list-heading: DANGEROUSLY ILL AT MALTA. xyxy=(1491,483,1670,497)
